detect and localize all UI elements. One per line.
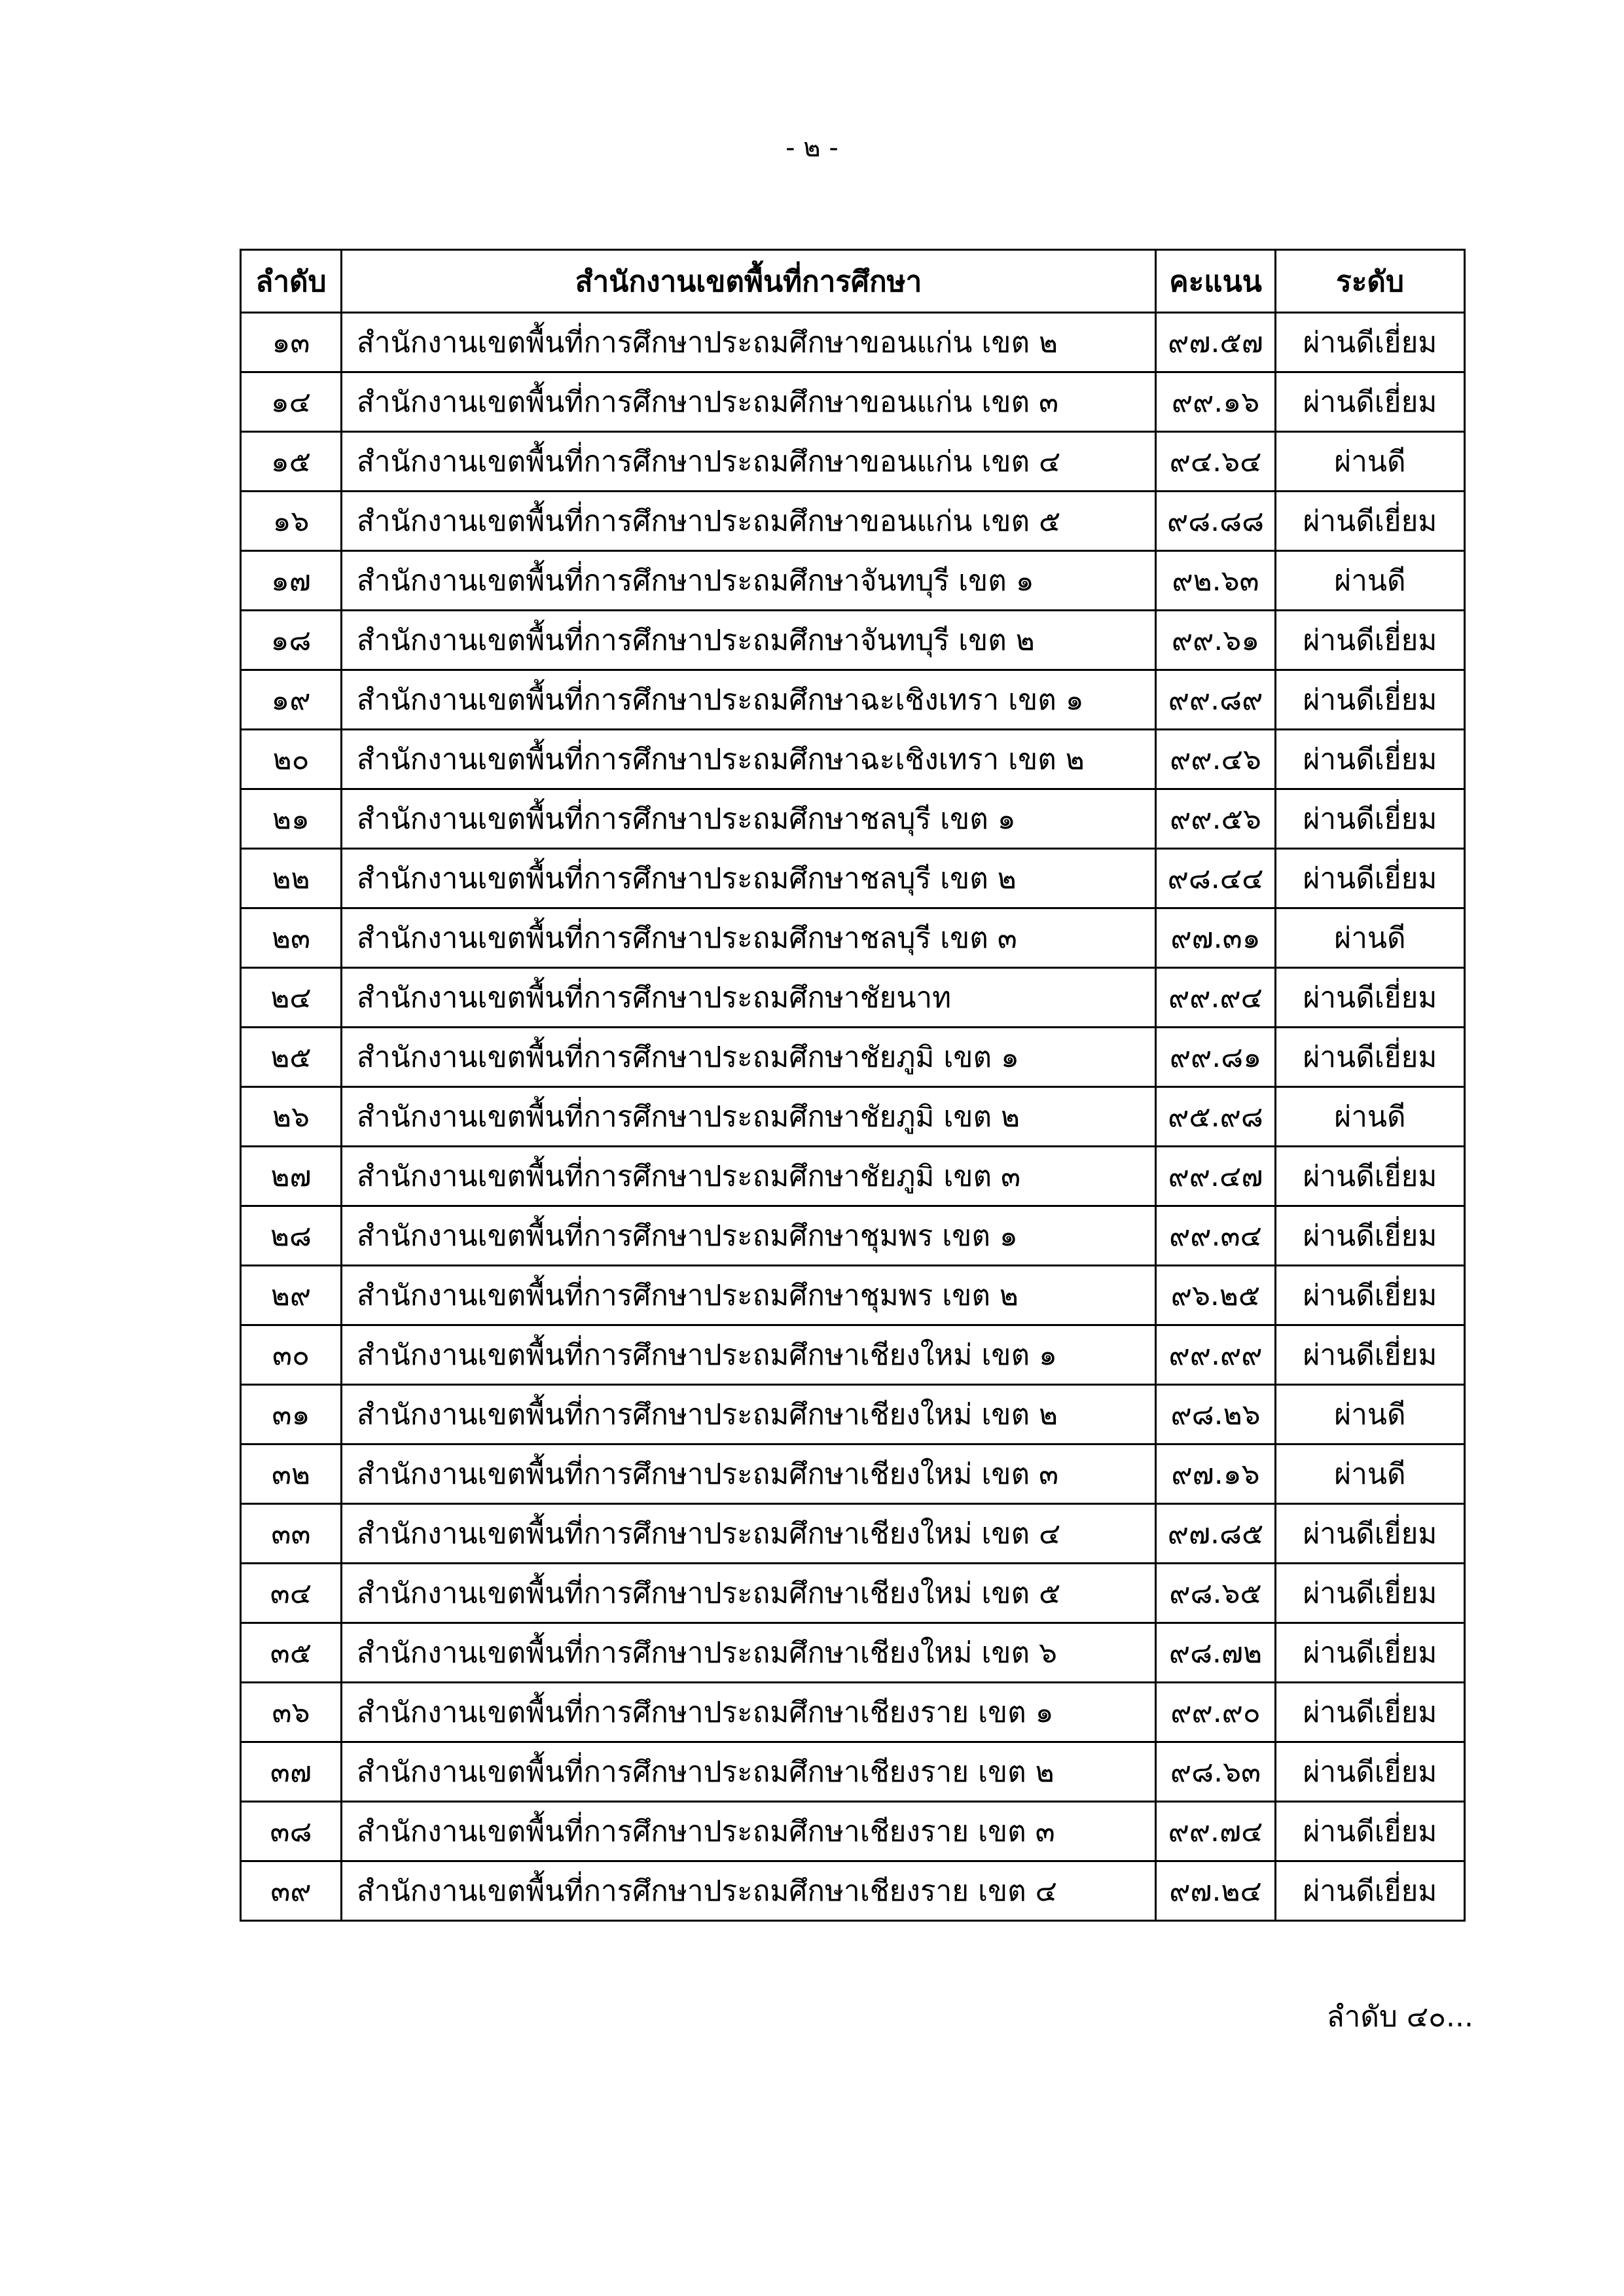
cell-office: สำนักงานเขตพื้นที่การศึกษาประถมศึกษาชลบุรี เขต ๒ bbox=[342, 849, 1156, 908]
cell-office: สำนักงานเขตพื้นที่การศึกษาประถมศึกษาเชียงใหม่ เขต ๖ bbox=[342, 1623, 1156, 1683]
cell-score: ๙๔.๖๔ bbox=[1156, 432, 1276, 492]
cell-rank: ๒๒ bbox=[241, 849, 342, 908]
table-row bbox=[241, 1087, 1465, 1147]
table-row bbox=[241, 372, 1465, 432]
table-row bbox=[241, 1861, 1465, 1921]
table-row bbox=[241, 1504, 1465, 1564]
cell-score: ๙๒.๖๓ bbox=[1156, 551, 1276, 611]
table-body bbox=[241, 313, 1465, 1921]
cell-level: ผ่านดีเยี่ยม bbox=[1276, 1623, 1465, 1683]
cell-level: ผ่านดี bbox=[1276, 1444, 1465, 1504]
cell-office: สำนักงานเขตพื้นที่การศึกษาประถมศึกษาจันทบุรี เขต ๒ bbox=[342, 611, 1156, 670]
cell-rank: ๒๘ bbox=[241, 1206, 342, 1266]
cell-level: ผ่านดี bbox=[1276, 1087, 1465, 1147]
cell-level: ผ่านดี bbox=[1276, 551, 1465, 611]
cell-office: สำนักงานเขตพื้นที่การศึกษาประถมศึกษาขอนแก่น เขต ๓ bbox=[342, 372, 1156, 432]
cell-office: สำนักงานเขตพื้นที่การศึกษาประถมศึกษาชัยภูมิ เขต ๓ bbox=[342, 1147, 1156, 1206]
cell-score: ๙๗.๕๗ bbox=[1156, 313, 1276, 372]
table-row bbox=[241, 1444, 1465, 1504]
cell-rank: ๒๑ bbox=[241, 789, 342, 849]
table-row bbox=[241, 492, 1465, 551]
cell-score: ๙๘.๘๘ bbox=[1156, 492, 1276, 551]
cell-level: ผ่านดีเยี่ยม bbox=[1276, 849, 1465, 908]
cell-rank: ๓๖ bbox=[241, 1683, 342, 1742]
cell-rank: ๓๓ bbox=[241, 1504, 342, 1564]
cell-level: ผ่านดีเยี่ยม bbox=[1276, 1802, 1465, 1861]
cell-office: สำนักงานเขตพื้นที่การศึกษาประถมศึกษาเชียงราย เขต ๑ bbox=[342, 1683, 1156, 1742]
cell-level: ผ่านดีเยี่ยม bbox=[1276, 1147, 1465, 1206]
table-row bbox=[241, 1564, 1465, 1623]
cell-office: สำนักงานเขตพื้นที่การศึกษาประถมศึกษาเชียงใหม่ เขต ๓ bbox=[342, 1444, 1156, 1504]
cell-office: สำนักงานเขตพื้นที่การศึกษาประถมศึกษาเชียงราย เขต ๒ bbox=[342, 1742, 1156, 1802]
cell-office: สำนักงานเขตพื้นที่การศึกษาประถมศึกษาชุมพร เขต ๒ bbox=[342, 1266, 1156, 1325]
cell-office: สำนักงานเขตพื้นที่การศึกษาประถมศึกษาเชียงใหม่ เขต ๑ bbox=[342, 1325, 1156, 1385]
table-row bbox=[241, 1325, 1465, 1385]
cell-rank: ๒๗ bbox=[241, 1147, 342, 1206]
cell-score: ๙๗.๒๔ bbox=[1156, 1861, 1276, 1921]
cell-rank: ๑๕ bbox=[241, 432, 342, 492]
cell-level: ผ่านดีเยี่ยม bbox=[1276, 372, 1465, 432]
cell-rank: ๓๔ bbox=[241, 1564, 342, 1623]
cell-office: สำนักงานเขตพื้นที่การศึกษาประถมศึกษาขอนแก่น เขต ๕ bbox=[342, 492, 1156, 551]
cell-rank: ๓๕ bbox=[241, 1623, 342, 1683]
cell-level: ผ่านดีเยี่ยม bbox=[1276, 611, 1465, 670]
cell-score: ๙๙.๘๙ bbox=[1156, 670, 1276, 730]
cell-level: ผ่านดีเยี่ยม bbox=[1276, 730, 1465, 789]
cell-score: ๙๖.๒๕ bbox=[1156, 1266, 1276, 1325]
cell-rank: ๓๑ bbox=[241, 1385, 342, 1444]
cell-rank: ๒๐ bbox=[241, 730, 342, 789]
cell-level: ผ่านดี bbox=[1276, 908, 1465, 968]
table-row bbox=[241, 670, 1465, 730]
table-row bbox=[241, 1266, 1465, 1325]
cell-rank: ๒๔ bbox=[241, 968, 342, 1028]
cell-score: ๙๙.๖๑ bbox=[1156, 611, 1276, 670]
header-level: ระดับ bbox=[1276, 250, 1465, 313]
table-row bbox=[241, 1206, 1465, 1266]
cell-level: ผ่านดีเยี่ยม bbox=[1276, 1683, 1465, 1742]
cell-level: ผ่านดีเยี่ยม bbox=[1276, 1028, 1465, 1087]
table-row bbox=[241, 1683, 1465, 1742]
cell-rank: ๑๔ bbox=[241, 372, 342, 432]
cell-rank: ๑๗ bbox=[241, 551, 342, 611]
table-row bbox=[241, 789, 1465, 849]
cell-rank: ๓๘ bbox=[241, 1802, 342, 1861]
cell-score: ๙๘.๖๓ bbox=[1156, 1742, 1276, 1802]
cell-score: ๙๗.๓๑ bbox=[1156, 908, 1276, 968]
cell-rank: ๒๙ bbox=[241, 1266, 342, 1325]
cell-office: สำนักงานเขตพื้นที่การศึกษาประถมศึกษาเชียงใหม่ เขต ๔ bbox=[342, 1504, 1156, 1564]
header-row bbox=[241, 250, 1465, 313]
table-row bbox=[241, 313, 1465, 372]
table-row bbox=[241, 551, 1465, 611]
cell-office: สำนักงานเขตพื้นที่การศึกษาประถมศึกษาชลบุรี เขต ๑ bbox=[342, 789, 1156, 849]
cell-level: ผ่านดี bbox=[1276, 1385, 1465, 1444]
continuation-note: ลำดับ ๔๐... bbox=[1326, 2000, 1473, 2034]
cell-level: ผ่านดีเยี่ยม bbox=[1276, 1206, 1465, 1266]
cell-score: ๙๙.๙๙ bbox=[1156, 1325, 1276, 1385]
table-row bbox=[241, 1623, 1465, 1683]
cell-score: ๙๕.๙๘ bbox=[1156, 1087, 1276, 1147]
cell-level: ผ่านดีเยี่ยม bbox=[1276, 968, 1465, 1028]
header-rank: ลำดับ bbox=[241, 250, 342, 313]
cell-rank: ๒๓ bbox=[241, 908, 342, 968]
cell-score: ๙๙.๑๖ bbox=[1156, 372, 1276, 432]
cell-rank: ๓๗ bbox=[241, 1742, 342, 1802]
cell-score: ๙๙.๔๗ bbox=[1156, 1147, 1276, 1206]
cell-level: ผ่านดีเยี่ยม bbox=[1276, 1266, 1465, 1325]
cell-rank: ๒๕ bbox=[241, 1028, 342, 1087]
cell-score: ๙๘.๔๔ bbox=[1156, 849, 1276, 908]
table-row bbox=[241, 730, 1465, 789]
cell-office: สำนักงานเขตพื้นที่การศึกษาประถมศึกษาจันทบุรี เขต ๑ bbox=[342, 551, 1156, 611]
page-number: - ๒ - bbox=[785, 133, 839, 163]
cell-office: สำนักงานเขตพื้นที่การศึกษาประถมศึกษาขอนแก่น เขต ๒ bbox=[342, 313, 1156, 372]
cell-rank: ๑๘ bbox=[241, 611, 342, 670]
cell-office: สำนักงานเขตพื้นที่การศึกษาประถมศึกษาชุมพร เขต ๑ bbox=[342, 1206, 1156, 1266]
cell-office: สำนักงานเขตพื้นที่การศึกษาประถมศึกษาเชียงใหม่ เขต ๕ bbox=[342, 1564, 1156, 1623]
cell-score: ๙๘.๗๒ bbox=[1156, 1623, 1276, 1683]
cell-score: ๙๗.๑๖ bbox=[1156, 1444, 1276, 1504]
cell-rank: ๓๙ bbox=[241, 1861, 342, 1921]
cell-office: สำนักงานเขตพื้นที่การศึกษาประถมศึกษาขอนแก่น เขต ๔ bbox=[342, 432, 1156, 492]
cell-office: สำนักงานเขตพื้นที่การศึกษาประถมศึกษาฉะเชิงเทรา เขต ๑ bbox=[342, 670, 1156, 730]
cell-rank: ๑๓ bbox=[241, 313, 342, 372]
cell-score: ๙๘.๒๖ bbox=[1156, 1385, 1276, 1444]
cell-rank: ๑๖ bbox=[241, 492, 342, 551]
cell-office: สำนักงานเขตพื้นที่การศึกษาประถมศึกษาชัยภูมิ เขต ๑ bbox=[342, 1028, 1156, 1087]
cell-rank: ๓๒ bbox=[241, 1444, 342, 1504]
table-row bbox=[241, 1147, 1465, 1206]
cell-score: ๙๙.๕๖ bbox=[1156, 789, 1276, 849]
cell-office: สำนักงานเขตพื้นที่การศึกษาประถมศึกษาเชียงราย เขต ๔ bbox=[342, 1861, 1156, 1921]
score-table bbox=[240, 249, 1466, 1922]
cell-level: ผ่านดีเยี่ยม bbox=[1276, 789, 1465, 849]
table-row bbox=[241, 1742, 1465, 1802]
cell-office: สำนักงานเขตพื้นที่การศึกษาประถมศึกษาชลบุรี เขต ๓ bbox=[342, 908, 1156, 968]
table-row bbox=[241, 849, 1465, 908]
table-row bbox=[241, 1802, 1465, 1861]
cell-office: สำนักงานเขตพื้นที่การศึกษาประถมศึกษาเชียงใหม่ เขต ๒ bbox=[342, 1385, 1156, 1444]
cell-level: ผ่านดีเยี่ยม bbox=[1276, 313, 1465, 372]
cell-score: ๙๙.๘๑ bbox=[1156, 1028, 1276, 1087]
cell-level: ผ่านดีเยี่ยม bbox=[1276, 1742, 1465, 1802]
cell-office: สำนักงานเขตพื้นที่การศึกษาประถมศึกษาชัยนาท bbox=[342, 968, 1156, 1028]
cell-level: ผ่านดี bbox=[1276, 432, 1465, 492]
cell-rank: ๓๐ bbox=[241, 1325, 342, 1385]
cell-level: ผ่านดีเยี่ยม bbox=[1276, 1564, 1465, 1623]
cell-level: ผ่านดีเยี่ยม bbox=[1276, 492, 1465, 551]
table-row bbox=[241, 432, 1465, 492]
cell-level: ผ่านดีเยี่ยม bbox=[1276, 1325, 1465, 1385]
table-header bbox=[241, 250, 1465, 313]
table-row bbox=[241, 1385, 1465, 1444]
cell-office: สำนักงานเขตพื้นที่การศึกษาประถมศึกษาชัยภูมิ เขต ๒ bbox=[342, 1087, 1156, 1147]
cell-rank: ๑๙ bbox=[241, 670, 342, 730]
table-row bbox=[241, 968, 1465, 1028]
cell-score: ๙๗.๘๕ bbox=[1156, 1504, 1276, 1564]
cell-score: ๙๙.๔๖ bbox=[1156, 730, 1276, 789]
header-score: คะแนน bbox=[1156, 250, 1276, 313]
cell-office: สำนักงานเขตพื้นที่การศึกษาประถมศึกษาเชียงราย เขต ๓ bbox=[342, 1802, 1156, 1861]
table-row bbox=[241, 611, 1465, 670]
cell-score: ๙๙.๙๔ bbox=[1156, 968, 1276, 1028]
cell-rank: ๒๖ bbox=[241, 1087, 342, 1147]
header-office: สำนักงานเขตพื้นที่การศึกษา bbox=[342, 250, 1156, 313]
cell-score: ๙๙.๙๐ bbox=[1156, 1683, 1276, 1742]
table-row bbox=[241, 908, 1465, 968]
cell-score: ๙๘.๖๕ bbox=[1156, 1564, 1276, 1623]
cell-level: ผ่านดีเยี่ยม bbox=[1276, 1504, 1465, 1564]
cell-level: ผ่านดีเยี่ยม bbox=[1276, 670, 1465, 730]
cell-score: ๙๙.๗๔ bbox=[1156, 1802, 1276, 1861]
table-row bbox=[241, 1028, 1465, 1087]
cell-score: ๙๙.๓๔ bbox=[1156, 1206, 1276, 1266]
cell-level: ผ่านดีเยี่ยม bbox=[1276, 1861, 1465, 1921]
cell-office: สำนักงานเขตพื้นที่การศึกษาประถมศึกษาฉะเชิงเทรา เขต ๒ bbox=[342, 730, 1156, 789]
